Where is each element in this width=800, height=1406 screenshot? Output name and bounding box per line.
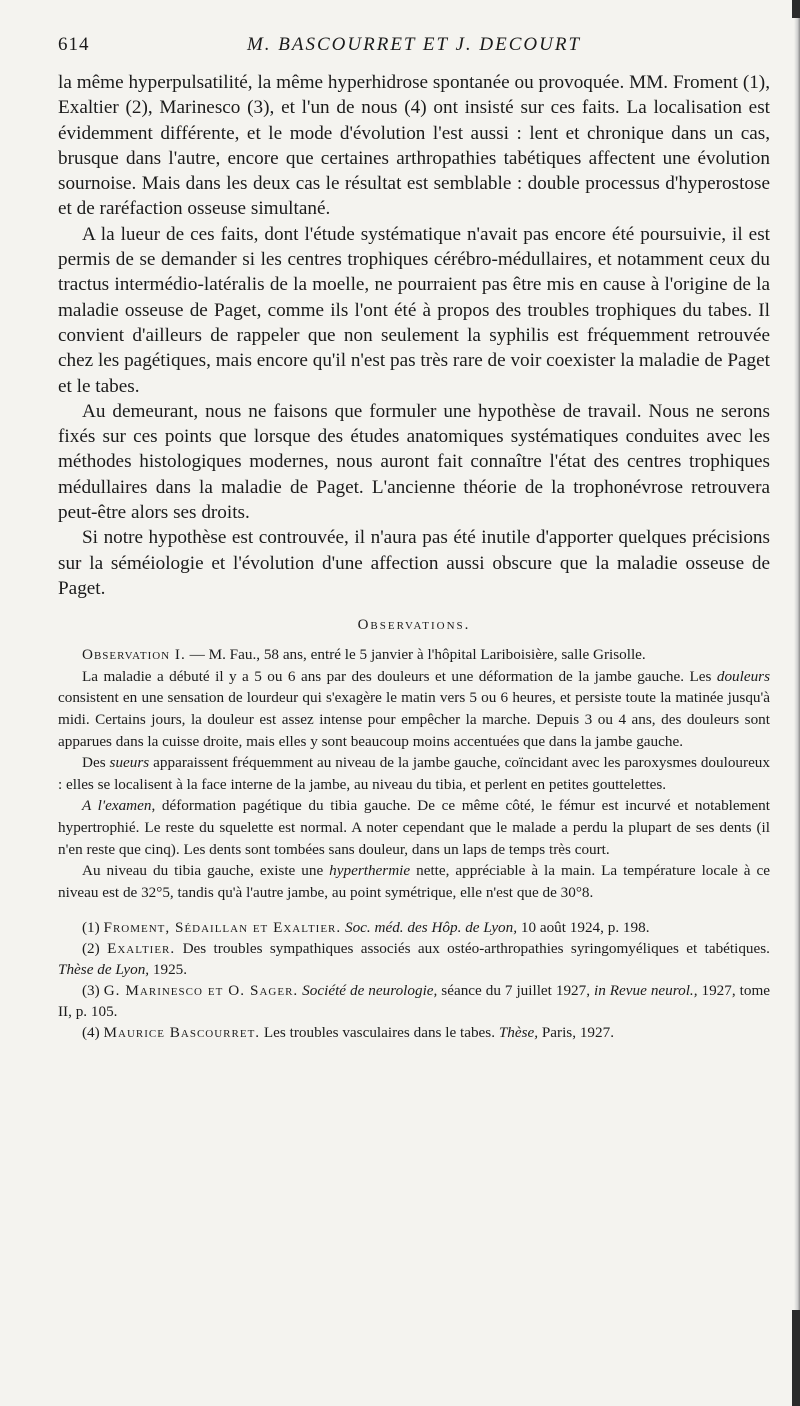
observation-1-para-2 bbox=[58, 752, 770, 795]
running-title: M. BASCOURRET ET J. DECOURT bbox=[246, 34, 582, 55]
footnote-text: Des troubles sympathiques associés aux ostéo-arthropathies syringomyéliques et tabétiques. bbox=[175, 940, 770, 958]
footnote-3 bbox=[58, 980, 770, 1022]
obs-text: apparaissent fréquemment au niveau de la jambe gauche, coïncidant avec les paroxysmes douloureux : elles se localisent à la face interne de la jambe, au niveau du tibia, et perlent en petites gouttelettes. bbox=[58, 754, 770, 793]
footnote-text: Les troubles vasculaires dans le tabes. bbox=[260, 1024, 496, 1042]
observations-heading: Observations. bbox=[357, 617, 471, 634]
obs-text: La maladie a débuté il y a 5 ou 6 ans par des douleurs et une déformation de la jambe gauche. Les bbox=[82, 667, 717, 685]
observation-1 bbox=[58, 644, 770, 903]
footnote-authors: Froment, Sédaillan et Exaltier. bbox=[103, 919, 342, 937]
page bbox=[58, 28, 770, 1043]
obs-emphasis: douleurs bbox=[716, 667, 770, 685]
footnote-authors: Exaltier. bbox=[107, 940, 176, 958]
footnote-number: (3) bbox=[82, 982, 104, 1000]
footnote-source: Soc. méd. des Hôp. de Lyon, bbox=[341, 919, 518, 937]
observation-1-para-1 bbox=[58, 666, 770, 752]
footnote-source: Société de neurologie, bbox=[298, 982, 438, 1000]
footnote-source: in Revue neurol., bbox=[590, 982, 698, 1000]
observation-1-para-3 bbox=[58, 795, 770, 860]
paragraph-4: Si notre hypothèse est controuvée, il n'aura pas été inutile d'apporter quelques précisions sur la séméiologie et l'évolution d'une affection aussi obscure que la maladie osseuse de Paget. bbox=[58, 527, 770, 599]
footnote-authors: Maurice Bascourret. bbox=[103, 1024, 261, 1042]
obs-text: Des bbox=[82, 754, 110, 772]
observation-label: Observation I. bbox=[82, 646, 186, 664]
obs-emphasis: hyperthermie bbox=[329, 862, 411, 880]
page-number: 614 bbox=[58, 34, 90, 55]
observation-1-intro bbox=[58, 644, 770, 666]
footnote-number: (1) bbox=[82, 919, 104, 937]
footnote-number: (2) bbox=[82, 940, 108, 958]
paragraph-2: A la lueur de ces faits, dont l'étude systématique n'avait pas encore été poursuivie, il est permis de se demander si les centres trophiques cérébro-médullaires, et notamment ceux du tractus intermédio-latéralis de la moelle, ne pourraient pas être mis en cause à l'origine de la maladie osseuse de Paget, comme ils l'ont été à propos des troubles trophiques du tabes. Il convient d'ailleurs de rappeler que non seulement la syphilis est fréquemment retrouvée chez les pagétiques, mais encore qu'il n'est pas très rare de voir coexister la maladie de Paget et le tabes. bbox=[58, 223, 770, 397]
footnote-2 bbox=[58, 938, 770, 980]
obs-text: Au niveau du tibia gauche, existe une bbox=[82, 862, 330, 880]
body-text bbox=[58, 70, 770, 601]
paragraph-3: Au demeurant, nous ne faisons que formuler une hypothèse de travail. Nous ne serons fixés sur ces points que lorsque des études anatomiques systématiques conduites avec les méthodes histologiques modernes, nous auront fait connaître l'état des centres trophiques médullaires dans la maladie de Paget. L'ancienne théorie de la trophonévrose retrouvera peut-être alors ses droits. bbox=[58, 400, 770, 524]
running-head bbox=[58, 28, 770, 58]
footnotes bbox=[58, 917, 770, 1043]
footnote-4 bbox=[58, 1022, 770, 1043]
footnote-1 bbox=[58, 917, 770, 938]
page-edge-mark-top bbox=[792, 0, 800, 18]
footnote-text: Paris, 1927. bbox=[538, 1024, 614, 1042]
footnote-text: 1927, tome II, p. 105. bbox=[58, 982, 771, 1021]
obs-text: consistent en une sensation de lourdeur qui s'exagère le matin vers 5 ou 6 heures, et persiste toute la matinée jusqu'à midi. Certains jours, la douleur est assez intense pour empêcher la marche. Depuis 3 ou 4 ans, des douleurs sont apparues dans la cuisse droite, mais elles y sont beaucoup moins accentuées que dans la jambe gauche. bbox=[58, 689, 770, 750]
footnote-text: séance du 7 juillet 1927, bbox=[437, 982, 591, 1000]
page-edge-mark-bottom bbox=[792, 1310, 800, 1406]
observation-intro-text: — M. Fau., 58 ans, entré le 5 janvier à l'hôpital Lariboisière, salle Grisolle. bbox=[185, 646, 646, 664]
paragraph-1: la même hyperpulsatilité, la même hyperhidrose spontanée ou provoquée. MM. Froment (1), Exaltier (2), Marinesco (3), et l'un de nous (4) ont insisté sur ces faits. La localisation est évidemment différente, et le mode d'évolution l'est aussi : lent et chronique dans un cas, brusque dans l'autre, encore que certaines arthropathies tabétiques affectent une évolution sournoise. Mais dans les deux cas le résultat est semblable : double processus d'hyperostose et de raréfaction osseuse simultané. bbox=[58, 72, 770, 220]
footnote-authors: G. Marinesco et O. Sager. bbox=[103, 982, 299, 1000]
obs-emphasis: A l'examen bbox=[82, 797, 152, 815]
footnote-source: Thèse de Lyon, bbox=[58, 961, 150, 979]
footnote-number: (4) bbox=[82, 1024, 104, 1042]
observation-1-para-4 bbox=[58, 860, 770, 903]
obs-emphasis: sueurs bbox=[109, 754, 150, 772]
footnote-text: 1925. bbox=[149, 961, 188, 979]
obs-text: , déformation pagétique du tibia gauche. De ce même côté, le fémur est incurvé et notablement hypertrophié. Le reste du squelette est normal. A noter cependant que le malade a perdu la plupart de ses dents (il n'en reste que cinq). Les dents sont tombées sans douleur, dans un laps de temps très court. bbox=[58, 797, 770, 858]
footnote-text: 10 août 1924, p. 198. bbox=[517, 919, 650, 937]
page-edge-shadow bbox=[794, 0, 800, 1406]
obs-text: nette, appréciable à la main. La température locale à ce niveau est de 32°5, tandis qu'à l'autre jambe, au point symétrique, elle n'est que de 30°8. bbox=[58, 862, 770, 901]
footnote-source: Thèse, bbox=[495, 1024, 539, 1042]
